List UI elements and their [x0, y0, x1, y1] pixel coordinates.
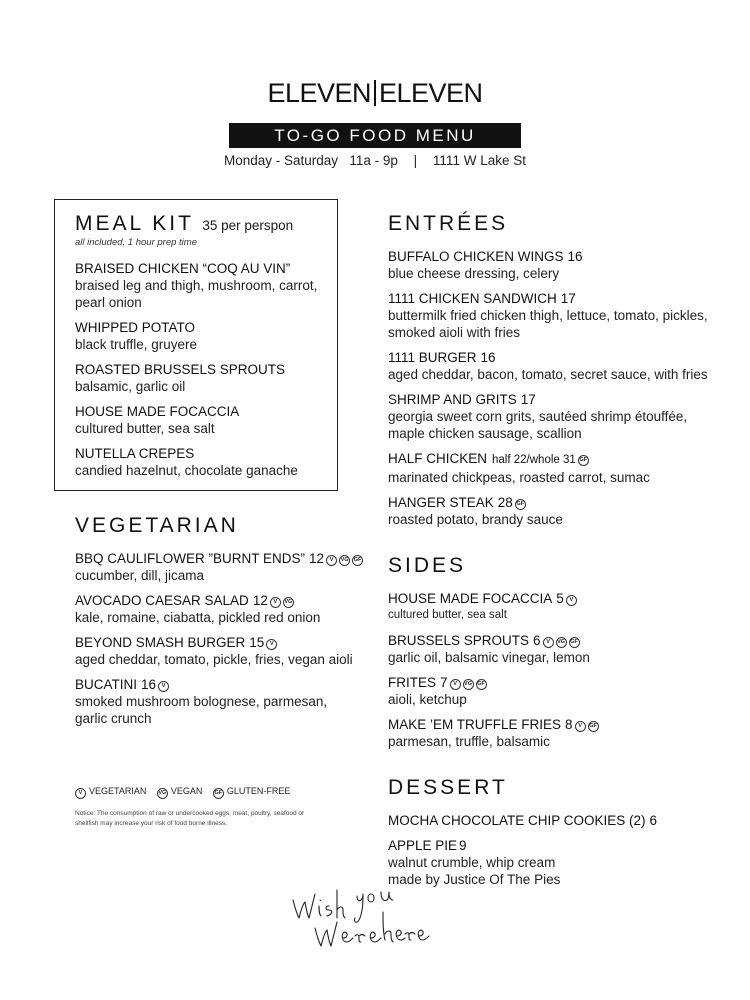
item-name: BUFFALO CHICKEN WINGS: [388, 249, 564, 264]
item-name-row: [75, 550, 365, 567]
legend-vegetarian: VEGETARIAN: [89, 786, 147, 796]
item-name-row: [388, 349, 718, 366]
section-gap: [388, 758, 718, 776]
item-name: BUCATINI: [75, 677, 138, 692]
item-description: cucumber, dill, jicama: [75, 568, 205, 583]
item-name: 1111 BURGER: [388, 350, 477, 365]
item-price: 8: [565, 717, 573, 732]
item-name-row: [388, 674, 718, 691]
menu-item: [388, 674, 718, 708]
item-description: cultured butter, sea salt: [388, 609, 507, 621]
vegetarian-badge-icon: V: [543, 637, 554, 648]
vegetarian-badge-icon: V: [75, 788, 86, 799]
item-name-row: [388, 632, 718, 649]
gluten-free-badge-icon: GF: [578, 455, 589, 466]
menu-item: [75, 634, 365, 668]
item-name: ROASTED BRUSSELS SPROUTS: [75, 362, 286, 377]
meal-kit-title: MEAL KIT: [75, 212, 194, 235]
vegetarian-badge-icon: V: [326, 555, 337, 566]
dessert-title: DESSERT: [388, 776, 508, 799]
item-name: MOCHA CHOCOLATE CHIP COOKIES (2): [388, 813, 646, 828]
item-name-row: [75, 634, 365, 651]
item-name: BRAISED CHICKEN “COQ AU VIN”: [75, 261, 291, 276]
food-safety-notice: Notice: The consumption of raw or undercooked eggs, meat, poultry, seafood or shellfish may increase your risk of food borne illness.: [75, 810, 305, 827]
vegan-badge-icon: VG: [556, 637, 567, 648]
item-price: 28: [497, 495, 513, 510]
vegetarian-badge-icon: V: [158, 681, 169, 692]
item-description: balsamic, garlic oil: [75, 379, 186, 394]
meal-kit-price: 35 per persp​on: [202, 218, 294, 233]
item-description: roasted potato, brandy sauce: [388, 512, 563, 527]
brand-left: ELEVEN: [267, 78, 371, 108]
item-name: HOUSE MADE FOCACCIA: [388, 591, 553, 606]
item-price: 17: [520, 392, 536, 407]
vegetarian-badge-icon: V: [450, 679, 461, 690]
menu-item: [388, 837, 718, 888]
item-name: 1111 CHICKEN SANDWICH: [388, 291, 557, 306]
gluten-free-badge-icon: GF: [588, 721, 599, 732]
hours-line: [0, 153, 750, 168]
item-name-row: [388, 812, 718, 829]
item-name-row: [388, 494, 718, 511]
brand-divider: [374, 80, 376, 106]
menu-item: [388, 349, 718, 383]
item-name: BRUSSELS SPROUTS: [388, 633, 530, 648]
item-name: APPLE PIE: [388, 838, 458, 853]
vegetarian-badge-icon: V: [575, 721, 586, 732]
item-price: 6: [649, 813, 658, 828]
menu-banner: TO-GO FOOD MENU: [229, 123, 521, 148]
item-name: MAKE ’EM TRUFFLE FRIES: [388, 717, 562, 732]
item-description: marinated chickpeas, roasted carrot, sumac: [388, 470, 650, 485]
item-description: braised leg and thigh, mushroom, carrot, pearl onion: [75, 278, 318, 310]
item-description: garlic oil, balsamic vinegar, lemon: [388, 650, 590, 665]
entrees-title: ENTRÉES: [388, 212, 509, 235]
brand-logo: [0, 78, 750, 109]
menu-item: [75, 319, 337, 353]
item-description: walnut crumble, whip cream: [388, 855, 556, 870]
item-name: AVOCADO CAESAR SALAD: [75, 593, 249, 608]
item-name: BBQ CAULIFLOWER ”BURNT ENDS”: [75, 551, 306, 566]
item-price-whole-label: whole 31: [529, 454, 576, 466]
vegetarian-title: VEGETARIAN: [75, 514, 239, 537]
menu-item: [388, 450, 718, 486]
vegetarian-section: [75, 514, 365, 735]
vegan-badge-icon: VG: [463, 679, 474, 690]
section-gap: [388, 536, 718, 554]
hours-time: 11a - 9p: [349, 153, 398, 168]
menu-item: [388, 590, 718, 624]
item-description: aged cheddar, tomato, pickle, fries, vegan aioli: [75, 652, 353, 667]
item-description: kale, romaine, ciabatta, pickled red onion: [75, 610, 321, 625]
gluten-free-badge-icon: GF: [569, 637, 580, 648]
hours-days: Monday - Saturday: [224, 153, 339, 168]
signature-icon: [285, 872, 435, 952]
item-name-row: [388, 837, 718, 854]
menu-item: [388, 391, 718, 442]
item-price: 6: [533, 633, 541, 648]
gluten-free-badge-icon: GF: [515, 499, 526, 510]
vegan-badge-icon: VG: [157, 788, 168, 799]
signature-script: [285, 872, 435, 957]
gluten-free-badge-icon: GF: [476, 679, 487, 690]
item-name-row: [388, 716, 718, 733]
item-description: black truffle, gruyere: [75, 337, 198, 352]
item-description: smoked mushroom bolognese, parmesan, garlic crunch: [75, 694, 328, 726]
vegan-badge-icon: VG: [283, 597, 294, 608]
item-description: aioli, ketchup: [388, 692, 467, 707]
item-name-row: [388, 290, 718, 307]
item-name-row: [388, 248, 718, 265]
item-price: 17: [560, 291, 576, 306]
menu-item: [388, 812, 718, 829]
meal-kit-heading: [75, 212, 337, 236]
meal-kit-subtitle: all included, 1 hour prep time: [75, 237, 197, 248]
menu-item: [75, 445, 337, 479]
right-column: [388, 212, 718, 896]
menu-item: [75, 361, 337, 395]
item-description: cultured butter, sea salt: [75, 421, 215, 436]
legend-gluten-free: GLUTEN-FREE: [226, 786, 291, 796]
brand-right: ELEVEN: [379, 78, 483, 108]
vegetarian-badge-icon: V: [266, 639, 277, 650]
menu-item: [75, 403, 337, 437]
item-name: BEYOND SMASH BURGER: [75, 635, 246, 650]
item-price: 16: [480, 350, 496, 365]
menu-item: [75, 676, 365, 727]
item-price: 12: [252, 593, 268, 608]
menu-item: [75, 260, 337, 311]
menu-item: [388, 494, 718, 528]
item-price: 12: [309, 551, 325, 566]
item-name-row: [388, 391, 718, 408]
address: 1111 W Lake St: [432, 153, 526, 168]
item-name: HALF CHICKEN: [388, 451, 488, 466]
item-price: 16: [567, 249, 583, 264]
menu-item: [75, 550, 365, 584]
item-name: FRITES: [388, 675, 437, 690]
item-name-row: [388, 450, 718, 469]
item-price: 9: [459, 838, 467, 853]
item-name: HOUSE MADE FOCACCIA: [75, 404, 240, 419]
item-name: SHRIMP AND GRITS: [388, 392, 517, 407]
item-description: blue cheese dressing, celery: [388, 266, 560, 281]
item-name-row: [388, 590, 718, 607]
item-description-maker: made by Justice Of The Pies: [388, 872, 561, 887]
item-name-row: [75, 592, 365, 609]
menu-item: [75, 592, 365, 626]
item-price: 5: [556, 591, 564, 606]
item-price: 15: [249, 635, 265, 650]
item-price: 7: [440, 675, 448, 690]
item-name-row: [75, 676, 365, 693]
hours-separator: |: [413, 153, 418, 168]
sides-title: SIDES: [388, 554, 467, 577]
item-price: 16: [141, 677, 157, 692]
item-description: georgia sweet corn grits, sautéed shrimp étouffée, maple chicken sausage, scallion: [388, 409, 688, 441]
menu-item: [388, 716, 718, 750]
menu-item: [388, 248, 718, 282]
item-description: candied hazelnut, chocolate ganache: [75, 463, 298, 478]
gluten-free-badge-icon: GF: [213, 788, 224, 799]
item-name: NUTELLA CREPES: [75, 446, 195, 461]
dietary-legend: [75, 786, 298, 799]
vegetarian-badge-icon: V: [270, 597, 281, 608]
vegan-badge-icon: VG: [339, 555, 350, 566]
menu-item: [388, 632, 718, 666]
item-description: aged cheddar, bacon, tomato, secret sauce, with fries: [388, 367, 708, 382]
vegetarian-badge-icon: V: [566, 595, 577, 606]
item-name: WHIPPED POTATO: [75, 320, 196, 335]
item-name: HANGER STEAK: [388, 495, 494, 510]
legend-vegan: VEGAN: [170, 786, 203, 796]
item-description: buttermilk fried chicken thigh, lettuce, tomato, pickles, smoked aioli with fries: [388, 308, 708, 340]
item-price-half: half 22/: [492, 454, 530, 466]
menu-item: [388, 290, 718, 341]
gluten-free-badge-icon: GF: [352, 555, 363, 566]
item-description: parmesan, truffle, balsamic: [388, 734, 550, 749]
meal-kit-box: [54, 199, 338, 491]
